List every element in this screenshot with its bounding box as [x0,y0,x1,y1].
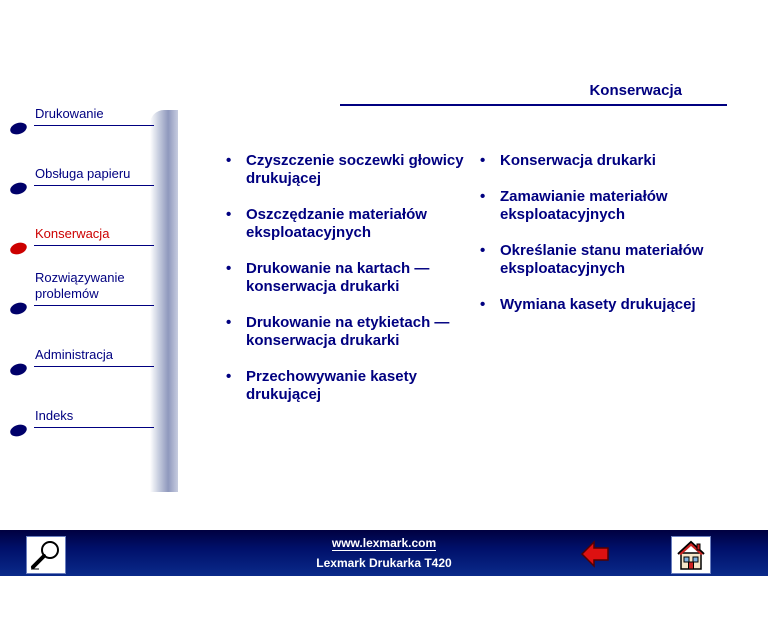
nav-divider [34,245,154,246]
topic-list-left [224,152,464,422]
bullet-dot-icon [9,181,29,197]
nav-divider [34,185,154,186]
nav-item-rozwiazywanie-problemow[interactable] [10,268,146,306]
topic-link[interactable]: • Określanie stanu materiałów eksploatacyjnych [478,242,728,278]
topic-link[interactable]: • Oszczędzanie materiałów eksploatacyjnych [224,206,464,242]
nav-item-drukowanie[interactable] [10,96,146,126]
title-rule [340,104,727,106]
topic-link[interactable]: • Drukowanie na kartach — konserwacja drukarki [224,260,464,296]
nav-divider [34,125,154,126]
nav-item-label: Administracja [35,347,114,362]
nav-item-label: Konserwacja [35,226,110,241]
nav-item-obsluga-papieru[interactable] [10,156,146,186]
nav-item-label: Indeks [35,408,74,423]
nav-divider [34,366,154,367]
bullet-dot-icon [9,301,29,317]
topic-link[interactable]: • Przechowywanie kasety drukującej [224,368,464,404]
nav-item-administracja[interactable] [10,337,146,367]
topic-link[interactable]: • Drukowanie na etykietach — konserwacja drukarki [224,314,464,350]
nav-item-indeks[interactable] [10,398,146,428]
topic-link[interactable]: • Czyszczenie soczewki głowicy drukującej [224,152,464,188]
home-icon [672,537,710,573]
nav-item-label: Rozwiązywanie problemów [35,270,125,301]
nav-divider [34,427,154,428]
nav-item-label: Obsługa papieru [35,166,131,181]
bullet-dot-icon [9,121,29,137]
bullet-dot-icon [9,423,29,439]
home-button[interactable] [671,536,711,574]
topic-link[interactable]: • Zamawianie materiałów eksploatacyjnych [478,188,728,224]
website-link[interactable] [0,536,768,550]
bullet-dot-icon [9,241,29,257]
website-link-text[interactable]: www.lexmark.com [331,536,437,550]
page-title: Konserwacja [589,82,682,99]
nav-item-konserwacja[interactable] [10,216,146,246]
nav-divider [34,305,154,306]
topic-list-right [478,152,728,332]
topic-link[interactable]: • Wymiana kasety drukującej [478,296,728,314]
sidebar-shade [150,110,178,492]
back-arrow-icon [580,539,610,569]
topic-link[interactable]: • Konserwacja drukarki [478,152,728,170]
bullet-dot-icon [9,362,29,378]
nav-item-label: Drukowanie [35,106,104,121]
product-name: Lexmark Drukarka T420 [316,556,452,570]
back-button[interactable] [580,539,610,569]
